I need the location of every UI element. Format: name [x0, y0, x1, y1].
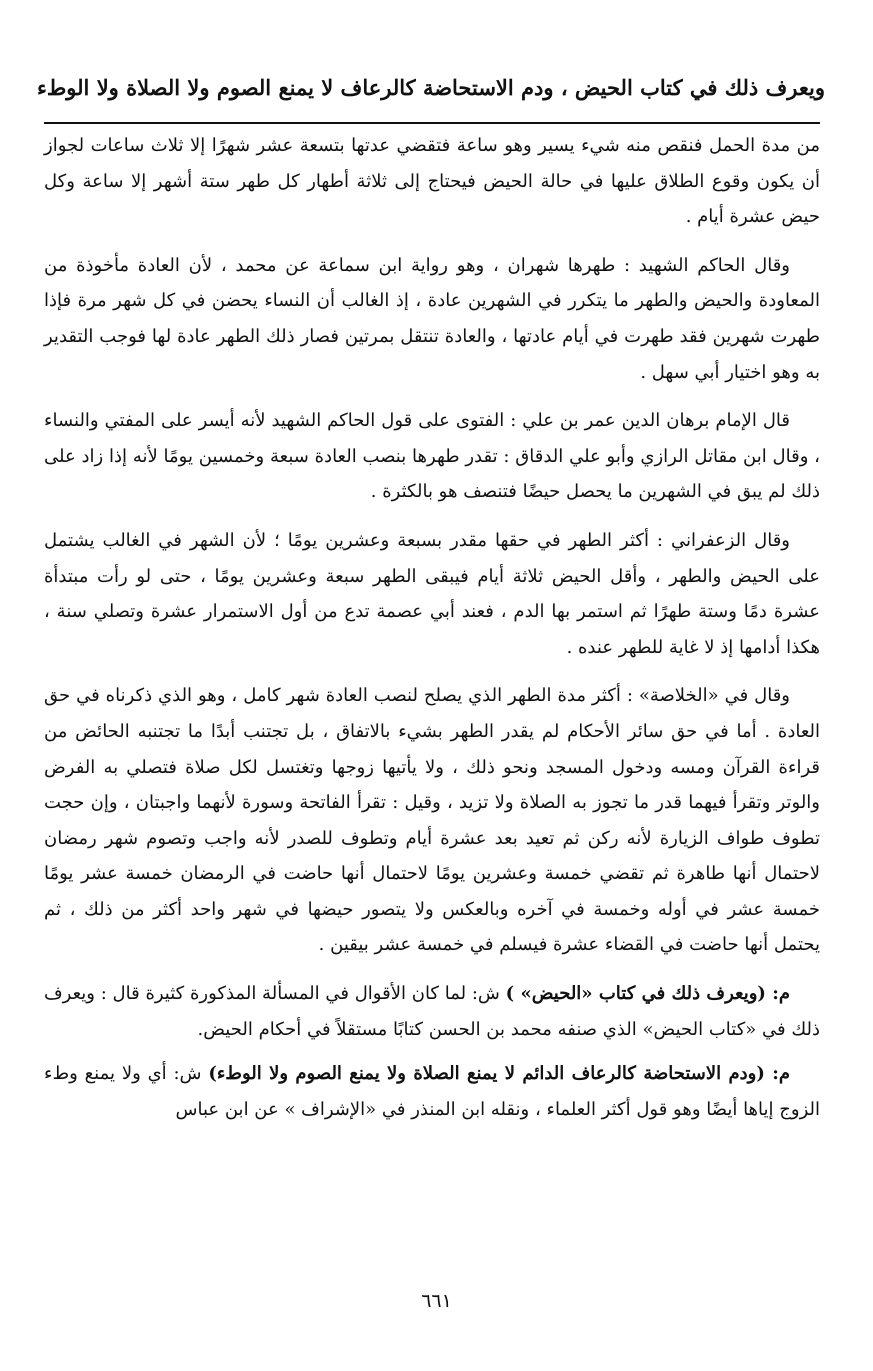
paragraph-4-text: وقال الزعفراني : أكثر الطهر في حقها مقدر بسبعة وعشرين يومًا ؛ لأن الشهر في الغالب يشتمل على الحيض والطهر ، وأقل الحيض ثلاثة أيام فيبقى الطهر سبعة وعشرين يومًا ، حتى لو رأت مبتدأة عشرة دمًا وستة طهرًا ثم استمر بها الدم ، فعند أبي عصمة تدع من أول الاستمرار عشرة وتصلي سنة ، هكذا أدامها إذ لا غاية للطهر عنده . [44, 529, 820, 658]
matn-lead-1: م: (ويعرف ذلك في كتاب «الحيض» ) [505, 983, 790, 1005]
paragraph-7-text: ش: أي ولا يمنع وطء الزوج إياها أيضًا وهو قول أكثر العلماء ، ونقله ابن المنذر في «الإشراف » عن ابن عباس [44, 1063, 820, 1120]
paragraph-1 [44, 128, 820, 235]
paragraph-1-text: من مدة الحمل فنقص منه شيء يسير وهو ساعة فتقضي عدتها بتسعة عشر شهرًا إلا ثلاث ساعات لجواز أن يكون وقوع الطلاق عليها في حالة الحيض فيحتاج إلى ثلاثة أطهار كل طهر ستة أشهر إلا ساعة وكل حيض عشرة أيام . [44, 135, 820, 228]
header-rule [44, 122, 820, 124]
paragraph-5-text: وقال في «الخلاصة» : أكثر مدة الطهر الذي يصلح لنصب العادة شهر كامل ، وهو الذي ذكرناه في حق العادة . أما في حق سائر الأحكام لم يقدر الطهر بشيء بالاتفاق ، بل تجتنب أبدًا ما تجتنبه الحائض من قراءة القرآن ومسه ودخول المسجد ونحو ذلك ، ولا يأتيها زوجها وتغتسل لكل صلاة فتصلي به الفرض والوتر وتقرأ فيهما قدر ما تجوز به الصلاة ولا تزيد ، وقيل : تقرأ الفاتحة وسورة لأنهما واجبتان ، وإن حجت تطوف طواف الزيارة لأنه ركن ثم تعيد بعد عشرة أيام وتطوف للصدر لأنه واجب وتصوم شهر رمضان لاحتمال أنها طاهرة ثم تقضي خمسة وعشرين يومًا لاحتمال أنها حاضت في الرمضان خمسة عشر يومًا خمسة عشر في أوله وخمسة في آخره وبالعكس ولا يتصور حيضها في شهر واحد أكثر من ذلك ، ثم يحتمل أنها حاضت في القضاء عشرة فيسلم في خمسة عشر بيقين . [44, 685, 820, 956]
paragraph-3 [44, 403, 820, 510]
paragraph-3-text: قال الإمام برهان الدين عمر بن علي : الفتوى على قول الحاكم الشهيد لأنه أيسر على المفتي والنساء ، وقال ابن مقاتل الرازي وأبو علي الدقاق : تقدر طهرها بنصب العادة سبعة وخمسين يومًا لأنه إذا زاد على ذلك لم يبق في الشهرين ما يحصل حيضًا فتنصف هو بالكثرة . [44, 410, 820, 503]
paragraph-2 [44, 248, 820, 390]
matn-lead-2: م: (ودم الاستحاضة كالرعاف الدائم لا يمنع الصلاة ولا يمنع الصوم ولا الوطء) [208, 1063, 790, 1085]
paragraph-5 [44, 678, 820, 963]
paragraph-6 [44, 976, 820, 1047]
paragraph-6-text: ش: لما كان الأقوال في المسألة المذكورة كثيرة قال : ويعرف ذلك في «كتاب الحيض» الذي صنفه محمد بن الحسن كتابًا مستقلاً في أحكام الحيض. [44, 983, 820, 1040]
page-number: ٦٦١ [421, 1290, 452, 1312]
paragraph-4 [44, 523, 820, 665]
paragraph-7 [44, 1056, 820, 1127]
body-text [44, 128, 820, 1127]
running-head: ويعرف ذلك في كتاب الحيض ، ودم الاستحاضة كالرعاف لا يمنع الصوم ولا الصلاة ولا الوطء [37, 75, 825, 100]
paragraph-2-text: وقال الحاكم الشهيد : طهرها شهران ، وهو رواية ابن سماعة عن محمد ، لأن العادة مأخوذة من المعاودة والحيض والطهر ما يتكرر في الشهرين عادة ، إذ الغالب أن النساء يحضن في كل شهر مرة فإذا طهرت شهرين فقد طهرت في أيام عادتها ، والعادة تنتقل بمرتين فصار ذلك الطهر عادة لها فوجب التقدير به وهو اختيار أبي سهل . [44, 254, 820, 383]
